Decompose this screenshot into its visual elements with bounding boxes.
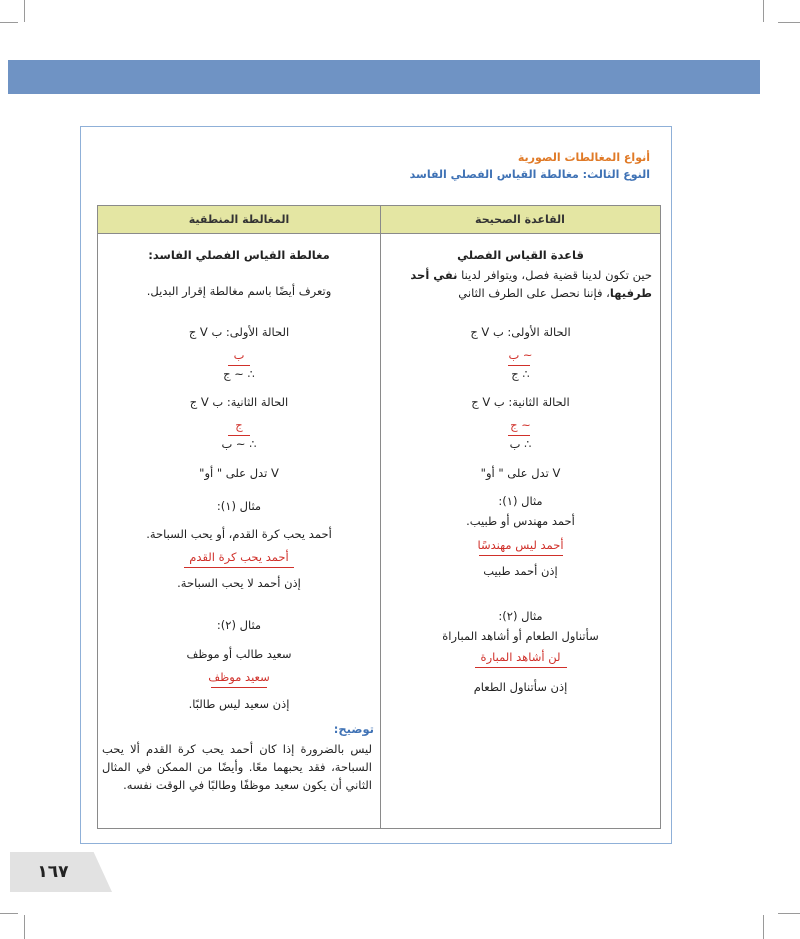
crop-mark bbox=[24, 915, 25, 939]
crop-mark bbox=[24, 0, 25, 22]
rule-case1-conclusion: ∴ ج bbox=[511, 367, 530, 381]
fallacy-example1-line bbox=[184, 567, 294, 568]
rule-example2-conclusion: إذن سأتناول الطعام bbox=[473, 680, 568, 694]
fallacy-case2: الحالة الثانية: ب V ج bbox=[189, 395, 289, 409]
rule-example2-label: مثال (٢): bbox=[498, 609, 543, 623]
rule-intro-text: ، فإننا نحصل على الطرف الثاني bbox=[458, 286, 610, 300]
crop-mark bbox=[778, 913, 800, 914]
fallacy-example2-conclusion: إذن سعيد ليس طالبًا. bbox=[188, 697, 290, 711]
fallacy-example2-minor: سعيد موظف bbox=[208, 670, 270, 684]
rule-intro-emphasis: نفي أحد طرفيها bbox=[410, 268, 652, 300]
rule-example1-conclusion: إذن أحمد طبيب bbox=[483, 564, 558, 578]
fallacy-title: مغالطة القياس الفصلي الفاسد: bbox=[148, 248, 330, 262]
table-header-row bbox=[98, 206, 660, 234]
rule-example1-label: مثال (١): bbox=[498, 494, 543, 508]
note-label: توضيح: bbox=[333, 722, 374, 736]
rule-example2-minor: لن أشاهد المبارة bbox=[480, 650, 561, 664]
rule-case1-line bbox=[508, 365, 530, 366]
rule-case1: الحالة الأولى: ب V ج bbox=[470, 325, 571, 339]
fallacy-or-note: V تدل على " أو" bbox=[199, 466, 279, 480]
fallacy-example1-premise: أحمد يحب كرة القدم، أو يحب السباحة. bbox=[146, 527, 332, 541]
crop-mark bbox=[778, 22, 800, 23]
rule-intro-text: حين تكون لدينا قضية فصل، ويتوافر لدينا bbox=[457, 268, 652, 282]
fallacy-case1-affirmation: ب bbox=[233, 348, 245, 362]
crop-mark bbox=[763, 915, 764, 939]
rule-case2-line bbox=[508, 435, 530, 436]
rule-case2-negation: ~ ج bbox=[510, 418, 531, 432]
crop-mark bbox=[0, 913, 18, 914]
rule-example2-premise: سأتناول الطعام أو أشاهد المباراة bbox=[442, 629, 599, 643]
fallacy-case1-conclusion: ∴ ~ ج bbox=[223, 367, 255, 381]
rule-example1-premise: أحمد مهندس أو طبيب. bbox=[466, 514, 575, 528]
top-banner bbox=[8, 60, 760, 94]
section-heading: أنواع المغالطات الصورية bbox=[517, 151, 650, 164]
header-fallacy: المغالطة المنطقية bbox=[188, 213, 290, 226]
rule-example1-minor: أحمد ليس مهندسًا bbox=[477, 538, 564, 552]
section-subheading: النوع الثالث: مغالطة القياس الفصلي الفاسد bbox=[409, 168, 650, 181]
fallacy-example2-line bbox=[211, 687, 267, 688]
fallacy-case2-line bbox=[228, 435, 250, 436]
fallacy-example1-conclusion: إذن أحمد لا يحب السباحة. bbox=[177, 576, 301, 590]
page-number: ١٦٧ bbox=[37, 862, 69, 882]
fallacy-example1-minor: أحمد يحب كرة القدم bbox=[189, 550, 289, 564]
rule-or-note: V تدل على " أو" bbox=[480, 466, 561, 480]
fallacy-example2-premise: سعيد طالب أو موظف bbox=[186, 647, 292, 661]
fallacy-case1: الحالة الأولى: ب V ج bbox=[188, 325, 290, 339]
fallacy-aka: وتعرف أيضًا باسم مغالطة إقرار البديل. bbox=[146, 284, 332, 298]
content-frame bbox=[80, 126, 672, 844]
rule-case2-conclusion: ∴ ب bbox=[509, 437, 532, 451]
note-text: ليس بالضرورة إذا كان أحمد يحب كرة القدم ألا يحب السباحة، فقد يحبهما معًا. وأيضًا من الممكن في المثال الثاني أن يكون سعيد موظفًا وطالبًا في الوقت نفسه. bbox=[102, 742, 372, 792]
fallacy-case1-line bbox=[228, 365, 250, 366]
rule-case2: الحالة الثانية: ب V ج bbox=[471, 395, 570, 409]
rule-title: قاعدة القياس الفصلي bbox=[457, 248, 584, 262]
fallacy-example1-label: مثال (١): bbox=[216, 499, 262, 513]
header-correct-rule: القاعدة الصحيحة bbox=[475, 213, 565, 226]
crop-mark bbox=[0, 22, 18, 23]
fallacy-case2-affirmation: ج bbox=[235, 418, 243, 432]
rule-intro bbox=[386, 266, 652, 302]
fallacy-example2-label: مثال (٢): bbox=[216, 618, 262, 632]
comparison-table bbox=[97, 205, 661, 829]
rule-example1-line bbox=[479, 555, 563, 556]
crop-mark bbox=[763, 0, 764, 22]
rule-example2-line bbox=[475, 667, 567, 668]
rule-case1-negation: ~ ب bbox=[508, 348, 533, 362]
fallacy-case2-conclusion: ∴ ~ ب bbox=[221, 437, 257, 451]
